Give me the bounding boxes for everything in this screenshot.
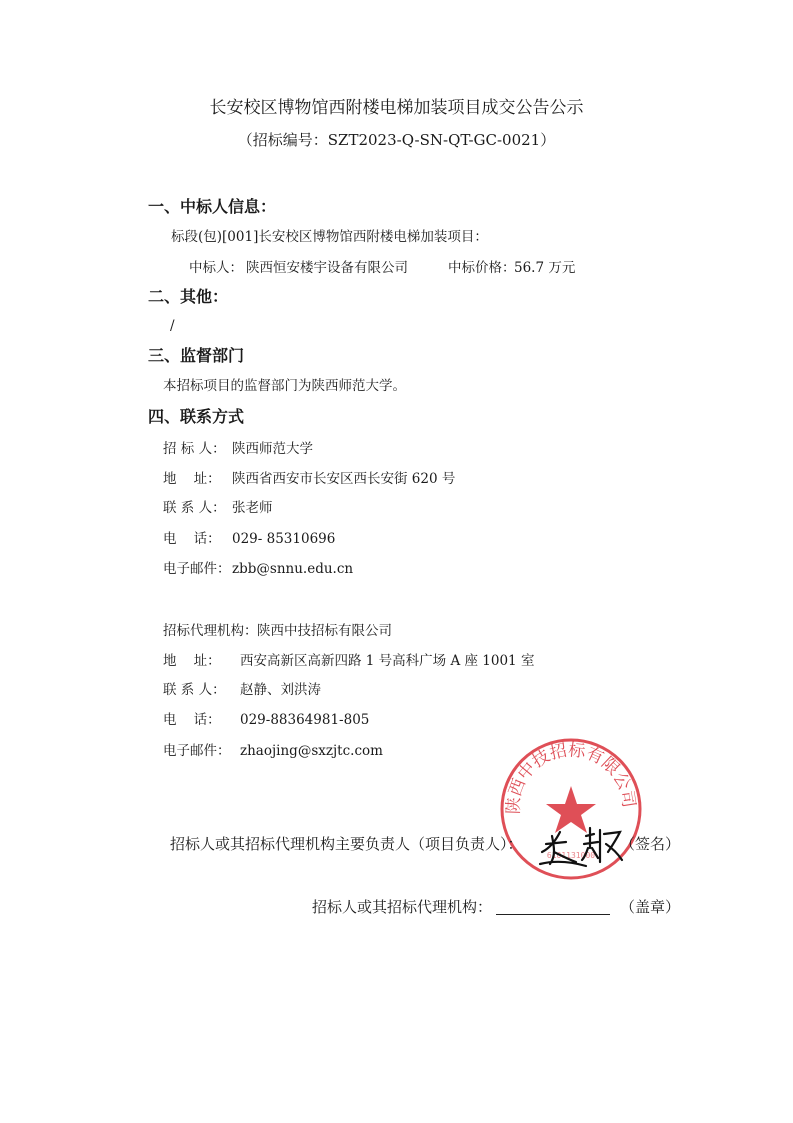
winner-value: 陕西恒安楼宇设备有限公司 [246,260,408,276]
handwritten-signature [536,822,626,872]
tenderer-contact-label: 联 系 人： [163,500,226,516]
other-content: / [170,318,175,334]
tenderer-label: 招 标 人： [163,441,226,457]
tender-number: （招标编号：SZT2023-Q-SN-QT-GC-0021） [237,131,556,149]
agency-address-label: 地 址： [163,653,221,669]
svg-text:6101131000: 6101131000 [546,851,596,860]
price-value: 56.7 万元 [514,260,576,276]
supervision-content: 本招标项目的监督部门为陕西师范大学。 [163,378,406,394]
agency-phone-value: 029-88364981-805 [240,712,370,728]
agency-email-value: zhaojing@sxzjtc.com [240,743,383,759]
document-title: 长安校区博物馆西附楼电梯加装项目成交公告公示 [209,98,584,118]
tenderer-address-label: 地 址： [163,471,221,487]
stamp-underline [496,914,610,915]
heading-contact: 四、联系方式 [148,407,245,426]
agency-label: 招标代理机构： [163,623,258,639]
heading-supervision: 三、监督部门 [148,346,245,365]
tenderer-phone-value: 029- 85310696 [232,531,336,547]
tenderer-address-value: 陕西省西安市长安区西长安街 620 号 [232,471,456,487]
agency-value: 陕西中技招标有限公司 [257,623,392,639]
tenderer-email-label: 电子邮件： [163,561,231,577]
tenderer-value: 陕西师范大学 [232,441,313,457]
heading-other: 二、其他： [148,287,229,306]
tenderer-contact-value: 张老师 [232,500,273,516]
winner-label: 中标人： [189,260,243,276]
agency-contact-value: 赵静、刘洪涛 [240,682,321,698]
heading-winner-info: 一、中标人信息： [148,197,277,216]
stamp-label: 招标人或其招标代理机构： [312,898,493,916]
seal-text: 陕西中技招标有限公司 [503,740,639,815]
agency-email-label: 电子邮件： [163,743,231,759]
tenderer-email-value: zbb@snnu.edu.cn [232,561,354,577]
agency-address-value: 西安高新区高新四路 1 号高科广场 A 座 1001 室 [240,653,535,669]
lot-description: 标段(包)[001]长安校区博物馆西附楼电梯加装项目： [171,229,488,245]
agency-phone-label: 电 话： [163,712,221,728]
stamp-suffix: （盖章） [620,898,681,916]
tenderer-phone-label: 电 话： [163,531,221,547]
price-label: 中标价格： [448,260,516,276]
signatory-label: 招标人或其招标代理机构主要负责人（项目负责人）： [170,835,523,853]
agency-contact-label: 联 系 人： [163,682,226,698]
signatory-suffix: （签名） [620,835,681,853]
